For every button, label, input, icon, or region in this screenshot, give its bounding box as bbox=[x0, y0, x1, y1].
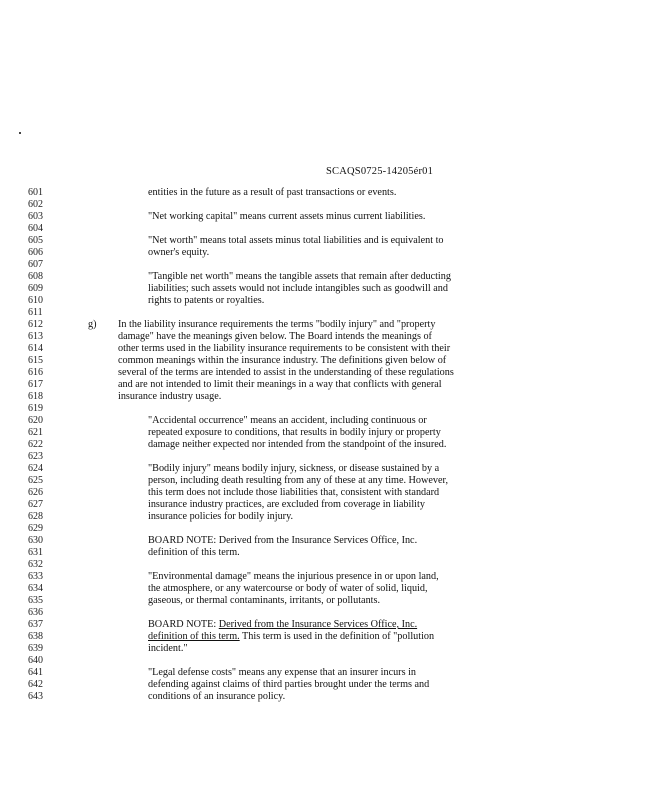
text-line-603: "Net working capital" means current assets minus current liabilities. bbox=[148, 211, 426, 222]
line-number: 640 bbox=[28, 655, 43, 666]
text-line-617: and are not intended to limit their meanings in a way that conflicts with general bbox=[118, 379, 442, 390]
text-line-626: this term does not include those liabilities that, consistent with standard bbox=[148, 487, 440, 498]
line-number: 621 bbox=[28, 427, 43, 438]
line-number: 607 bbox=[28, 259, 43, 270]
line-number: 618 bbox=[28, 391, 43, 402]
text-line-628: insurance policies for bodily injury. bbox=[148, 511, 294, 522]
line-number: 643 bbox=[28, 691, 43, 702]
line-number: 628 bbox=[28, 511, 43, 522]
text-line-633: "Environmental damage" means the injurious presence in or upon land, bbox=[148, 571, 439, 582]
text-line-620: "Accidental occurrence" means an accident, including continuous or bbox=[148, 415, 427, 426]
text-line-624: "Bodily injury" means bodily injury, sickness, or disease sustained by a bbox=[148, 463, 440, 474]
text-line-614: other terms used in the liability insurance requirements to be consistent with their bbox=[118, 343, 451, 354]
underlined-insertion: Derived from the Insurance Services Office, Inc. bbox=[218, 619, 418, 630]
line-number: 635 bbox=[28, 595, 43, 606]
text-line-638 bbox=[148, 631, 434, 643]
line-number: 634 bbox=[28, 583, 43, 594]
text-line-613: damage" have the meanings given below. The Board intends the meanings of bbox=[118, 331, 432, 342]
line-number: 626 bbox=[28, 487, 43, 498]
line-number: 631 bbox=[28, 547, 43, 558]
line-number: 632 bbox=[28, 559, 43, 570]
board-note-label: BOARD NOTE: bbox=[148, 619, 219, 630]
line-number: 633 bbox=[28, 571, 43, 582]
text-line-601: entities in the future as a result of past transactions or events. bbox=[148, 187, 397, 198]
line-number: 615 bbox=[28, 355, 43, 366]
line-number: 639 bbox=[28, 643, 43, 654]
text-line-615: common meanings within the insurance industry. The definitions given below of bbox=[118, 355, 447, 366]
line-number: 617 bbox=[28, 379, 43, 390]
text-line-630: BOARD NOTE: Derived from the Insurance Services Office, Inc. bbox=[148, 535, 418, 546]
line-number: 636 bbox=[28, 607, 43, 618]
line-number: 616 bbox=[28, 367, 43, 378]
text-line-643: conditions of an insurance policy. bbox=[148, 691, 286, 702]
text-line-625: person, including death resulting from any of these at any time. However, bbox=[148, 475, 449, 486]
line-number: 605 bbox=[28, 235, 43, 246]
line-number: 627 bbox=[28, 499, 43, 510]
text-segment: This term is used in the definition of "pollution bbox=[239, 631, 435, 642]
text-line-637 bbox=[148, 619, 417, 631]
text-line-642: defending against claims of third parties brought under the terms and bbox=[148, 679, 430, 690]
text-line-612: In the liability insurance requirements the terms "bodily injury" and "property bbox=[118, 319, 436, 330]
line-number: 622 bbox=[28, 439, 43, 450]
line-number: 609 bbox=[28, 283, 43, 294]
underlined-insertion: definition of this term. bbox=[148, 631, 240, 642]
scan-speck bbox=[19, 132, 21, 134]
line-number: 612 bbox=[28, 319, 43, 330]
text-line-608: "Tangible net worth" means the tangible assets that remain after deducting bbox=[148, 271, 451, 282]
text-line-618: insurance industry usage. bbox=[118, 391, 222, 402]
text-line-635: gaseous, or thermal contaminants, irritants, or pollutants. bbox=[148, 595, 380, 606]
line-number: 641 bbox=[28, 667, 43, 678]
list-marker-g: g) bbox=[88, 319, 97, 330]
line-number: 602 bbox=[28, 199, 43, 210]
text-line-616: several of the terms are intended to assist in the understanding of these regulations bbox=[118, 367, 454, 378]
text-line-634: the atmosphere, or any watercourse or body of water of solid, liquid, bbox=[148, 583, 428, 594]
text-line-605: "Net worth" means total assets minus total liabilities and is equivalent to bbox=[148, 235, 444, 246]
line-number: 619 bbox=[28, 403, 43, 414]
document-id: SCAQS0725-14205ér01 bbox=[326, 166, 434, 177]
line-number: 637 bbox=[28, 619, 43, 630]
line-number: 614 bbox=[28, 343, 43, 354]
line-number: 606 bbox=[28, 247, 43, 258]
text-line-627: insurance industry practices, are excluded from coverage in liability bbox=[148, 499, 425, 510]
line-number: 624 bbox=[28, 463, 43, 474]
text-line-606: owner's equity. bbox=[148, 247, 210, 258]
text-line-609: liabilities; such assets would not include intangibles such as goodwill and bbox=[148, 283, 448, 294]
line-number: 620 bbox=[28, 415, 43, 426]
text-line-631: definition of this term. bbox=[148, 547, 240, 558]
line-number: 630 bbox=[28, 535, 43, 546]
line-number: 603 bbox=[28, 211, 43, 222]
line-number: 642 bbox=[28, 679, 43, 690]
line-number: 638 bbox=[28, 631, 43, 642]
text-line-639: incident." bbox=[148, 643, 188, 654]
line-number: 611 bbox=[28, 307, 43, 318]
line-number: 625 bbox=[28, 475, 43, 486]
text-line-622: damage neither expected nor intended from the standpoint of the insured. bbox=[148, 439, 447, 450]
line-number: 613 bbox=[28, 331, 43, 342]
text-line-621: repeated exposure to conditions, that results in bodily injury or property bbox=[148, 427, 441, 438]
text-line-610: rights to patents or royalties. bbox=[148, 295, 265, 306]
line-number: 610 bbox=[28, 295, 43, 306]
line-number: 604 bbox=[28, 223, 43, 234]
line-number: 608 bbox=[28, 271, 43, 282]
text-line-641: "Legal defense costs" means any expense that an insurer incurs in bbox=[148, 667, 417, 678]
line-number: 623 bbox=[28, 451, 43, 462]
line-number: 601 bbox=[28, 187, 43, 198]
line-number: 629 bbox=[28, 523, 43, 534]
